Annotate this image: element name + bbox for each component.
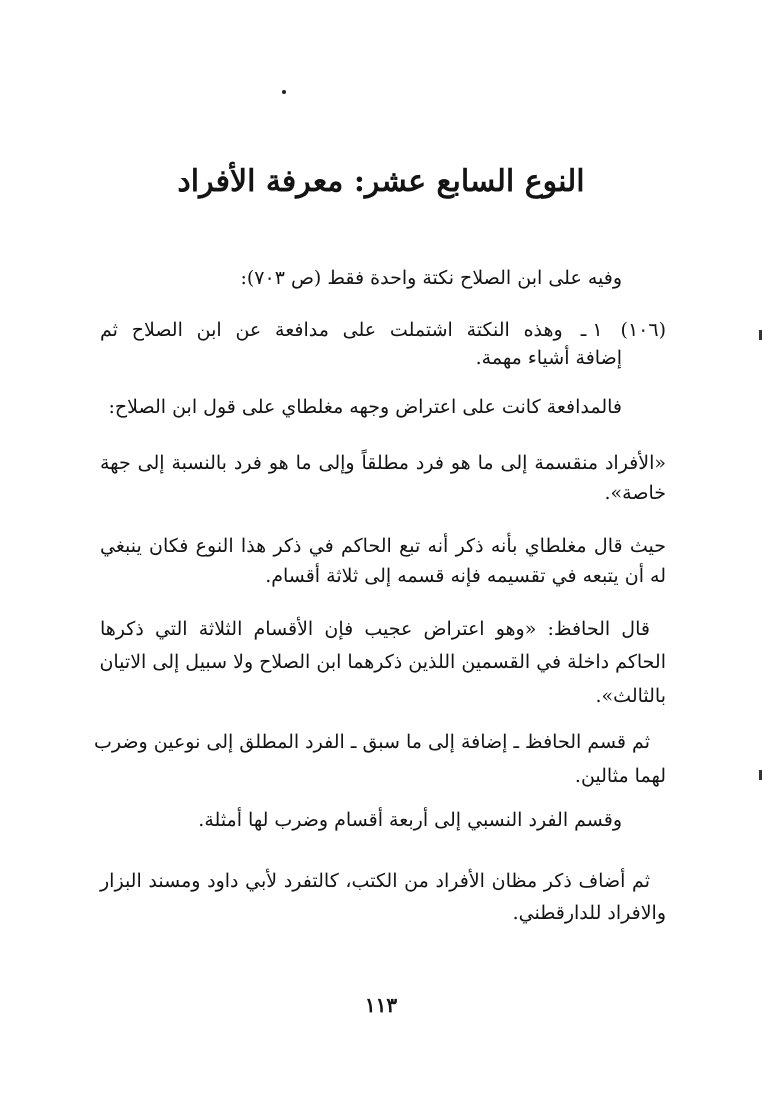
numbered-paragraph-line: [100, 315, 666, 345]
quote-line: خاصة».: [604, 482, 666, 504]
paragraph-line: إضافة أشياء مهمة.: [475, 347, 622, 369]
note-index: ١ ـ: [580, 319, 603, 341]
chapter-title: النوع السابع عشر: معرفة الأفراد: [177, 164, 585, 199]
note-text: وهذه النكتة اشتملت على مدافعة عن ابن الصلاح ثم: [100, 319, 563, 341]
paragraph-line: وقسم الفرد النسبي إلى أربعة أقسام وضرب لها أمثلة.: [198, 809, 622, 831]
paragraph-line: له أن يتبعه في تقسيمه فإنه قسمه إلى ثلاثة أقسام.: [265, 565, 666, 587]
paragraph-line: قال الحافظ: «وهو اعتراض عجيب فإن الأقسام الثلاثة التي ذكرها: [100, 618, 650, 640]
paragraph-line: ثم أضاف ذكر مظان الأفراد من الكتب، كالتفرد لأبي داود ومسند البزار: [100, 870, 650, 892]
paragraph-intro: وفيه على ابن الصلاح نكتة واحدة فقط (ص ٧٠٣):: [240, 267, 622, 289]
paragraph-line: بالثالث».: [595, 685, 666, 707]
paragraph-line: ثم قسم الحافظ ـ إضافة إلى ما سبق ـ الفرد المطلق إلى نوعين وضرب: [94, 731, 650, 753]
quote-line: «الأفراد منقسمة إلى ما هو فرد مطلقاً وإلى ما هو فرد بالنسبة إلى جهة: [100, 452, 666, 474]
page-number: ١١٣: [364, 993, 398, 1017]
paragraph-line: فالمدافعة كانت على اعتراض وجهه مغلطاي على قول ابن الصلاح:: [108, 396, 622, 418]
paragraph-line: حيث قال مغلطاي بأنه ذكر أنه تبع الحاكم في ذكر هذا النوع فكان ينبغي: [100, 535, 666, 557]
note-number: (١٠٦): [620, 319, 666, 341]
paragraph-line: والافراد للدارقطني.: [512, 902, 666, 924]
paragraph-line: الحاكم داخلة في القسمين اللذين ذكرهما ابن الصلاح ولا سبيل إلى الاتيان: [99, 651, 666, 673]
paragraph-line: لهما مثالين.: [574, 765, 666, 787]
ink-dot: [282, 90, 286, 94]
